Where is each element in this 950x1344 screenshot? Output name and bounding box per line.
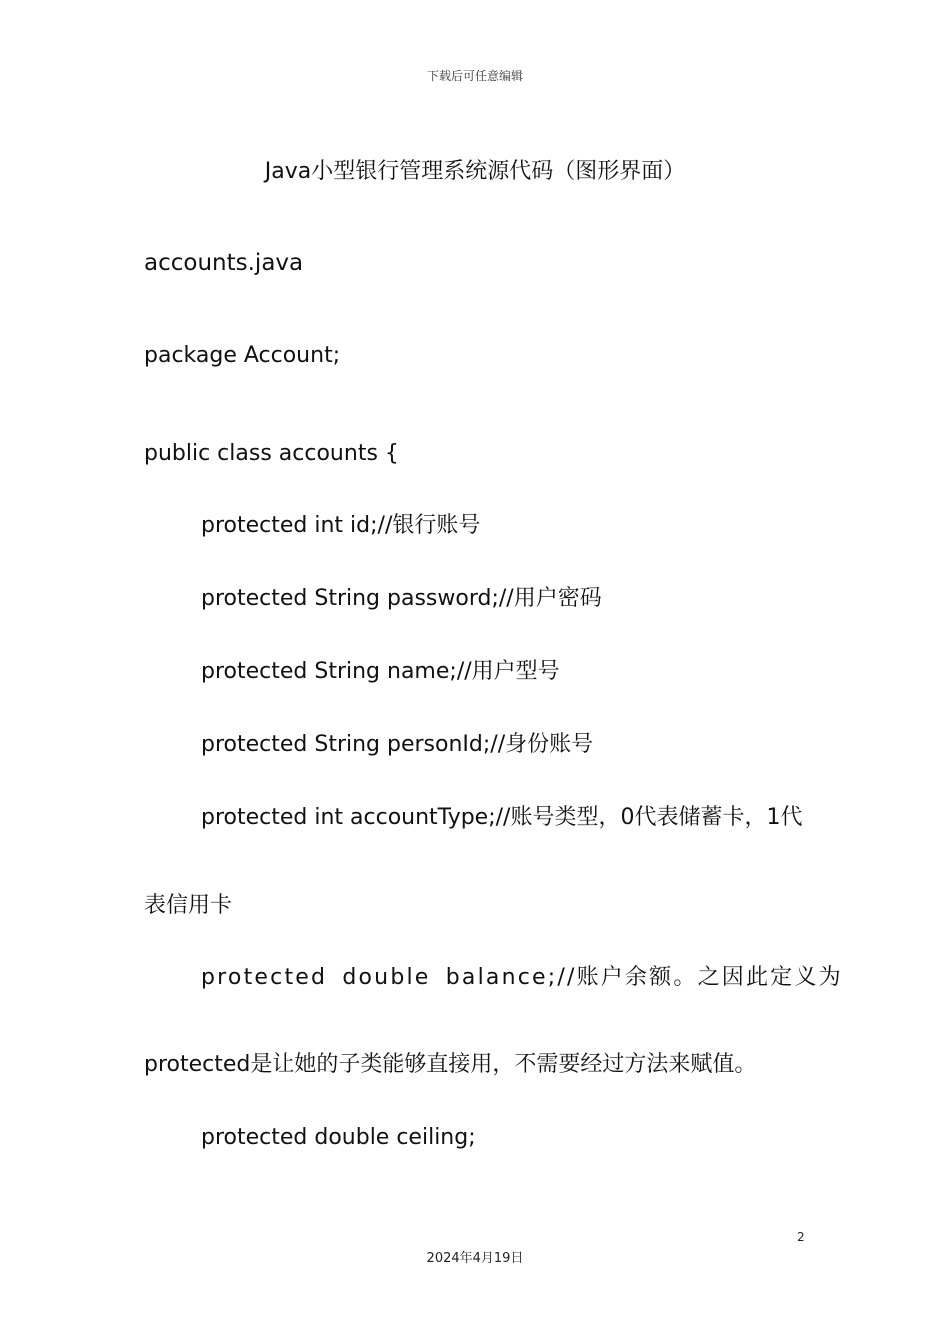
code-line-field-name: protected String name;//用户型号 — [201, 659, 560, 684]
document-title: Java小型银行管理系统源代码（图形界面） — [264, 159, 686, 184]
code-line-field-password: protected String password;//用户密码 — [201, 586, 602, 611]
code-line-field-person-id: protected String personId;//身份账号 — [201, 732, 594, 757]
code-line-field-balance: protected double balance;//账户余额。之因此定义为 — [201, 965, 843, 990]
code-line-class-declaration: public class accounts { — [144, 441, 399, 466]
header-note: 下载后可任意编辑 — [426, 69, 523, 83]
code-line-field-account-type-continued: 表信用卡 — [144, 893, 233, 918]
page-number: 2 — [797, 1230, 805, 1244]
code-line-field-id: protected int id;//银行账号 — [201, 513, 481, 538]
footer-date: 2024年4月19日 — [426, 1251, 524, 1266]
code-line-field-ceiling: protected double ceiling; — [201, 1125, 476, 1150]
code-line-package: package Account; — [144, 343, 341, 368]
code-line-field-balance-continued: protected是让她的子类能够直接用，不需要经过方法来赋值。 — [144, 1052, 757, 1077]
file-name-heading: accounts.java — [144, 250, 304, 276]
code-line-field-account-type: protected int accountType;//账号类型，0代表储蓄卡，1代 — [201, 805, 803, 830]
